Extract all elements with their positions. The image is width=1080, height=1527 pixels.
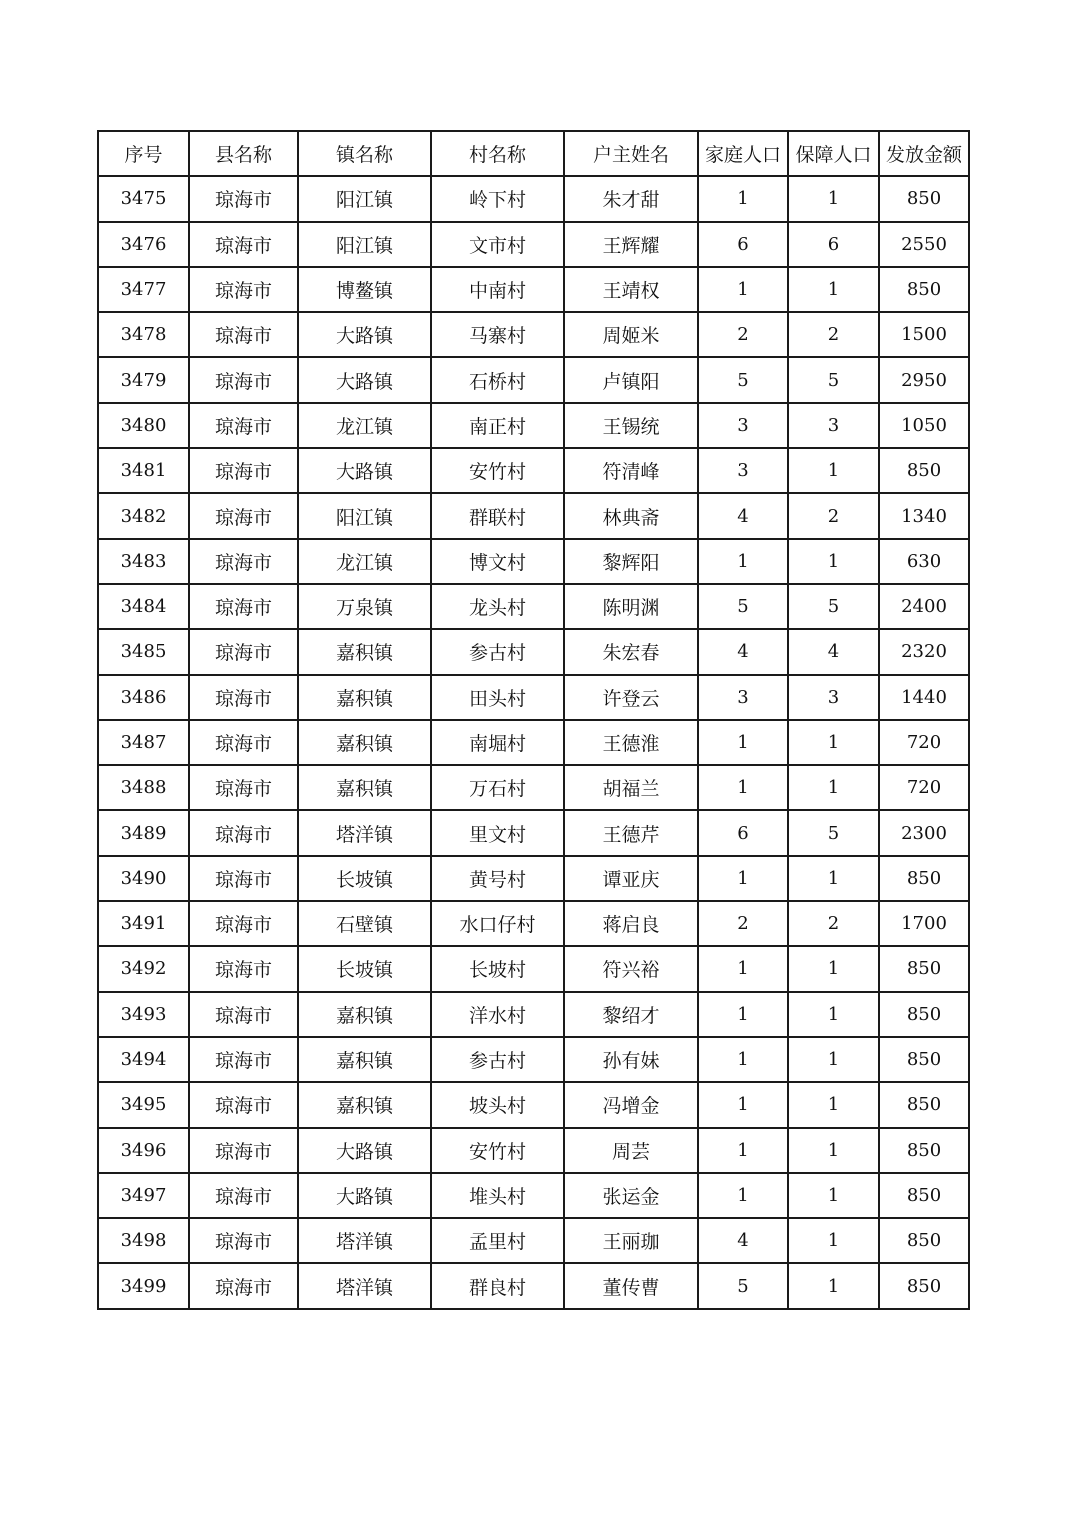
table-row bbox=[98, 629, 969, 674]
householder-cell: 周芸 bbox=[564, 1128, 698, 1173]
town-cell: 长坡镇 bbox=[298, 856, 431, 901]
serial-number-cell: 3486 bbox=[98, 675, 189, 720]
county-cell: 琼海市 bbox=[189, 1082, 298, 1127]
header-row bbox=[98, 131, 969, 176]
village-cell: 坡头村 bbox=[431, 1082, 564, 1127]
household-size-cell: 1 bbox=[698, 765, 788, 810]
covered-persons-cell: 1 bbox=[788, 1218, 879, 1263]
table-row bbox=[98, 539, 969, 584]
covered-persons-cell: 3 bbox=[788, 675, 879, 720]
covered-persons-cell: 1 bbox=[788, 856, 879, 901]
county-cell: 琼海市 bbox=[189, 222, 298, 267]
householder-cell: 张运金 bbox=[564, 1173, 698, 1218]
covered-persons-cell: 1 bbox=[788, 176, 879, 221]
covered-persons-cell: 2 bbox=[788, 901, 879, 946]
amount-cell: 2950 bbox=[879, 357, 969, 402]
amount-cell: 2320 bbox=[879, 629, 969, 674]
serial-number-cell: 3493 bbox=[98, 992, 189, 1037]
householder-cell: 董传曹 bbox=[564, 1263, 698, 1308]
village-cell: 长坡村 bbox=[431, 946, 564, 991]
town-cell: 塔洋镇 bbox=[298, 810, 431, 855]
household-size-cell: 4 bbox=[698, 629, 788, 674]
amount-cell: 850 bbox=[879, 992, 969, 1037]
amount-cell: 850 bbox=[879, 1263, 969, 1308]
village-cell: 中南村 bbox=[431, 267, 564, 312]
household-size-cell: 1 bbox=[698, 856, 788, 901]
county-cell: 琼海市 bbox=[189, 493, 298, 538]
serial-number-cell: 3482 bbox=[98, 493, 189, 538]
header-payment-amount: 发放金额 bbox=[879, 131, 969, 176]
serial-number-cell: 3484 bbox=[98, 584, 189, 629]
table-row bbox=[98, 448, 969, 493]
serial-number-cell: 3494 bbox=[98, 1037, 189, 1082]
serial-number-cell: 3490 bbox=[98, 856, 189, 901]
covered-persons-cell: 2 bbox=[788, 312, 879, 357]
amount-cell: 1440 bbox=[879, 675, 969, 720]
county-cell: 琼海市 bbox=[189, 312, 298, 357]
town-cell: 大路镇 bbox=[298, 312, 431, 357]
town-cell: 阳江镇 bbox=[298, 222, 431, 267]
householder-cell: 符清峰 bbox=[564, 448, 698, 493]
town-cell: 博鳌镇 bbox=[298, 267, 431, 312]
covered-persons-cell: 5 bbox=[788, 357, 879, 402]
covered-persons-cell: 4 bbox=[788, 629, 879, 674]
household-size-cell: 2 bbox=[698, 901, 788, 946]
householder-cell: 王德淮 bbox=[564, 720, 698, 765]
amount-cell: 1050 bbox=[879, 403, 969, 448]
town-cell: 嘉积镇 bbox=[298, 992, 431, 1037]
county-cell: 琼海市 bbox=[189, 357, 298, 402]
householder-cell: 朱宏春 bbox=[564, 629, 698, 674]
village-cell: 参古村 bbox=[431, 1037, 564, 1082]
household-size-cell: 1 bbox=[698, 992, 788, 1037]
town-cell: 嘉积镇 bbox=[298, 765, 431, 810]
covered-persons-cell: 1 bbox=[788, 448, 879, 493]
household-size-cell: 1 bbox=[698, 1173, 788, 1218]
covered-persons-cell: 1 bbox=[788, 946, 879, 991]
household-size-cell: 1 bbox=[698, 539, 788, 584]
householder-cell: 陈明渊 bbox=[564, 584, 698, 629]
household-size-cell: 5 bbox=[698, 357, 788, 402]
householder-cell: 孙有妹 bbox=[564, 1037, 698, 1082]
header-household-size: 家庭人口 bbox=[698, 131, 788, 176]
county-cell: 琼海市 bbox=[189, 946, 298, 991]
table-row bbox=[98, 675, 969, 720]
amount-cell: 2400 bbox=[879, 584, 969, 629]
village-cell: 堆头村 bbox=[431, 1173, 564, 1218]
household-size-cell: 3 bbox=[698, 675, 788, 720]
serial-number-cell: 3483 bbox=[98, 539, 189, 584]
covered-persons-cell: 1 bbox=[788, 267, 879, 312]
serial-number-cell: 3485 bbox=[98, 629, 189, 674]
householder-cell: 谭亚庆 bbox=[564, 856, 698, 901]
town-cell: 嘉积镇 bbox=[298, 629, 431, 674]
table-row bbox=[98, 1263, 969, 1308]
amount-cell: 2550 bbox=[879, 222, 969, 267]
household-size-cell: 1 bbox=[698, 1037, 788, 1082]
village-cell: 洋水村 bbox=[431, 992, 564, 1037]
town-cell: 嘉积镇 bbox=[298, 675, 431, 720]
serial-number-cell: 3495 bbox=[98, 1082, 189, 1127]
village-cell: 南正村 bbox=[431, 403, 564, 448]
amount-cell: 850 bbox=[879, 176, 969, 221]
amount-cell: 1340 bbox=[879, 493, 969, 538]
household-size-cell: 6 bbox=[698, 810, 788, 855]
table-row bbox=[98, 493, 969, 538]
table-row bbox=[98, 403, 969, 448]
village-cell: 马寨村 bbox=[431, 312, 564, 357]
county-cell: 琼海市 bbox=[189, 1263, 298, 1308]
amount-cell: 850 bbox=[879, 856, 969, 901]
table-body bbox=[98, 176, 969, 1308]
amount-cell: 850 bbox=[879, 1037, 969, 1082]
household-size-cell: 5 bbox=[698, 584, 788, 629]
county-cell: 琼海市 bbox=[189, 584, 298, 629]
covered-persons-cell: 2 bbox=[788, 493, 879, 538]
serial-number-cell: 3488 bbox=[98, 765, 189, 810]
covered-persons-cell: 6 bbox=[788, 222, 879, 267]
covered-persons-cell: 1 bbox=[788, 1128, 879, 1173]
household-size-cell: 3 bbox=[698, 448, 788, 493]
covered-persons-cell: 1 bbox=[788, 1037, 879, 1082]
serial-number-cell: 3499 bbox=[98, 1263, 189, 1308]
serial-number-cell: 3487 bbox=[98, 720, 189, 765]
county-cell: 琼海市 bbox=[189, 720, 298, 765]
householder-cell: 王丽珈 bbox=[564, 1218, 698, 1263]
householder-cell: 朱才甜 bbox=[564, 176, 698, 221]
county-cell: 琼海市 bbox=[189, 1037, 298, 1082]
town-cell: 龙江镇 bbox=[298, 403, 431, 448]
amount-cell: 1700 bbox=[879, 901, 969, 946]
covered-persons-cell: 1 bbox=[788, 539, 879, 584]
county-cell: 琼海市 bbox=[189, 176, 298, 221]
village-cell: 安竹村 bbox=[431, 448, 564, 493]
county-cell: 琼海市 bbox=[189, 1218, 298, 1263]
county-cell: 琼海市 bbox=[189, 267, 298, 312]
household-size-cell: 4 bbox=[698, 493, 788, 538]
county-cell: 琼海市 bbox=[189, 539, 298, 584]
table-row bbox=[98, 1173, 969, 1218]
serial-number-cell: 3481 bbox=[98, 448, 189, 493]
serial-number-cell: 3480 bbox=[98, 403, 189, 448]
householder-cell: 许登云 bbox=[564, 675, 698, 720]
town-cell: 嘉积镇 bbox=[298, 1082, 431, 1127]
householder-cell: 黎绍才 bbox=[564, 992, 698, 1037]
table-row bbox=[98, 765, 969, 810]
amount-cell: 2300 bbox=[879, 810, 969, 855]
village-cell: 博文村 bbox=[431, 539, 564, 584]
village-cell: 孟里村 bbox=[431, 1218, 564, 1263]
householder-cell: 王德芹 bbox=[564, 810, 698, 855]
table-row bbox=[98, 1218, 969, 1263]
relief-payment-table bbox=[97, 130, 970, 1310]
village-cell: 岭下村 bbox=[431, 176, 564, 221]
household-size-cell: 5 bbox=[698, 1263, 788, 1308]
householder-cell: 符兴裕 bbox=[564, 946, 698, 991]
village-cell: 黄号村 bbox=[431, 856, 564, 901]
table-row bbox=[98, 810, 969, 855]
amount-cell: 850 bbox=[879, 1218, 969, 1263]
county-cell: 琼海市 bbox=[189, 1128, 298, 1173]
household-size-cell: 1 bbox=[698, 720, 788, 765]
header-town-name: 镇名称 bbox=[298, 131, 431, 176]
county-cell: 琼海市 bbox=[189, 448, 298, 493]
town-cell: 万泉镇 bbox=[298, 584, 431, 629]
serial-number-cell: 3475 bbox=[98, 176, 189, 221]
village-cell: 石桥村 bbox=[431, 357, 564, 402]
householder-cell: 周姬米 bbox=[564, 312, 698, 357]
town-cell: 塔洋镇 bbox=[298, 1263, 431, 1308]
serial-number-cell: 3497 bbox=[98, 1173, 189, 1218]
covered-persons-cell: 1 bbox=[788, 1263, 879, 1308]
householder-cell: 卢镇阳 bbox=[564, 357, 698, 402]
serial-number-cell: 3476 bbox=[98, 222, 189, 267]
serial-number-cell: 3479 bbox=[98, 357, 189, 402]
household-size-cell: 1 bbox=[698, 946, 788, 991]
town-cell: 嘉积镇 bbox=[298, 720, 431, 765]
town-cell: 阳江镇 bbox=[298, 493, 431, 538]
table-row bbox=[98, 584, 969, 629]
householder-cell: 王辉耀 bbox=[564, 222, 698, 267]
serial-number-cell: 3478 bbox=[98, 312, 189, 357]
table-row bbox=[98, 1037, 969, 1082]
town-cell: 大路镇 bbox=[298, 1128, 431, 1173]
household-size-cell: 2 bbox=[698, 312, 788, 357]
town-cell: 龙江镇 bbox=[298, 539, 431, 584]
header-serial-number: 序号 bbox=[98, 131, 189, 176]
table-row bbox=[98, 946, 969, 991]
amount-cell: 850 bbox=[879, 1082, 969, 1127]
village-cell: 万石村 bbox=[431, 765, 564, 810]
county-cell: 琼海市 bbox=[189, 992, 298, 1037]
header-covered-persons: 保障人口 bbox=[788, 131, 879, 176]
amount-cell: 630 bbox=[879, 539, 969, 584]
amount-cell: 720 bbox=[879, 765, 969, 810]
covered-persons-cell: 5 bbox=[788, 584, 879, 629]
town-cell: 长坡镇 bbox=[298, 946, 431, 991]
village-cell: 里文村 bbox=[431, 810, 564, 855]
county-cell: 琼海市 bbox=[189, 810, 298, 855]
table-row bbox=[98, 357, 969, 402]
amount-cell: 850 bbox=[879, 267, 969, 312]
householder-cell: 蒋启良 bbox=[564, 901, 698, 946]
householder-cell: 胡福兰 bbox=[564, 765, 698, 810]
householder-cell: 王靖权 bbox=[564, 267, 698, 312]
serial-number-cell: 3496 bbox=[98, 1128, 189, 1173]
amount-cell: 850 bbox=[879, 1128, 969, 1173]
town-cell: 大路镇 bbox=[298, 1173, 431, 1218]
county-cell: 琼海市 bbox=[189, 1173, 298, 1218]
town-cell: 大路镇 bbox=[298, 448, 431, 493]
county-cell: 琼海市 bbox=[189, 765, 298, 810]
county-cell: 琼海市 bbox=[189, 675, 298, 720]
town-cell: 塔洋镇 bbox=[298, 1218, 431, 1263]
covered-persons-cell: 1 bbox=[788, 992, 879, 1037]
table-row bbox=[98, 176, 969, 221]
village-cell: 参古村 bbox=[431, 629, 564, 674]
serial-number-cell: 3492 bbox=[98, 946, 189, 991]
serial-number-cell: 3489 bbox=[98, 810, 189, 855]
table-row bbox=[98, 720, 969, 765]
town-cell: 阳江镇 bbox=[298, 176, 431, 221]
household-size-cell: 1 bbox=[698, 267, 788, 312]
table-row bbox=[98, 901, 969, 946]
county-cell: 琼海市 bbox=[189, 856, 298, 901]
village-cell: 群良村 bbox=[431, 1263, 564, 1308]
county-cell: 琼海市 bbox=[189, 403, 298, 448]
village-cell: 安竹村 bbox=[431, 1128, 564, 1173]
amount-cell: 850 bbox=[879, 1173, 969, 1218]
householder-cell: 王锡统 bbox=[564, 403, 698, 448]
table-row bbox=[98, 1082, 969, 1127]
householder-cell: 黎辉阳 bbox=[564, 539, 698, 584]
county-cell: 琼海市 bbox=[189, 629, 298, 674]
covered-persons-cell: 1 bbox=[788, 1173, 879, 1218]
table-row bbox=[98, 1128, 969, 1173]
village-cell: 文市村 bbox=[431, 222, 564, 267]
table-row bbox=[98, 992, 969, 1037]
town-cell: 大路镇 bbox=[298, 357, 431, 402]
village-cell: 群联村 bbox=[431, 493, 564, 538]
covered-persons-cell: 5 bbox=[788, 810, 879, 855]
serial-number-cell: 3498 bbox=[98, 1218, 189, 1263]
household-size-cell: 1 bbox=[698, 1082, 788, 1127]
household-size-cell: 1 bbox=[698, 1128, 788, 1173]
header-householder-name: 户主姓名 bbox=[564, 131, 698, 176]
header-village-name: 村名称 bbox=[431, 131, 564, 176]
county-cell: 琼海市 bbox=[189, 901, 298, 946]
amount-cell: 720 bbox=[879, 720, 969, 765]
covered-persons-cell: 3 bbox=[788, 403, 879, 448]
table-row bbox=[98, 312, 969, 357]
covered-persons-cell: 1 bbox=[788, 765, 879, 810]
amount-cell: 850 bbox=[879, 946, 969, 991]
covered-persons-cell: 1 bbox=[788, 1082, 879, 1127]
serial-number-cell: 3477 bbox=[98, 267, 189, 312]
householder-cell: 林典斋 bbox=[564, 493, 698, 538]
table-row bbox=[98, 222, 969, 267]
table-row bbox=[98, 856, 969, 901]
household-size-cell: 6 bbox=[698, 222, 788, 267]
household-size-cell: 4 bbox=[698, 1218, 788, 1263]
town-cell: 嘉积镇 bbox=[298, 1037, 431, 1082]
village-cell: 水口仔村 bbox=[431, 901, 564, 946]
householder-cell: 冯增金 bbox=[564, 1082, 698, 1127]
household-size-cell: 1 bbox=[698, 176, 788, 221]
village-cell: 龙头村 bbox=[431, 584, 564, 629]
village-cell: 田头村 bbox=[431, 675, 564, 720]
table-row bbox=[98, 267, 969, 312]
serial-number-cell: 3491 bbox=[98, 901, 189, 946]
amount-cell: 1500 bbox=[879, 312, 969, 357]
village-cell: 南堀村 bbox=[431, 720, 564, 765]
amount-cell: 850 bbox=[879, 448, 969, 493]
covered-persons-cell: 1 bbox=[788, 720, 879, 765]
household-size-cell: 3 bbox=[698, 403, 788, 448]
town-cell: 石壁镇 bbox=[298, 901, 431, 946]
header-county-name: 县名称 bbox=[189, 131, 298, 176]
